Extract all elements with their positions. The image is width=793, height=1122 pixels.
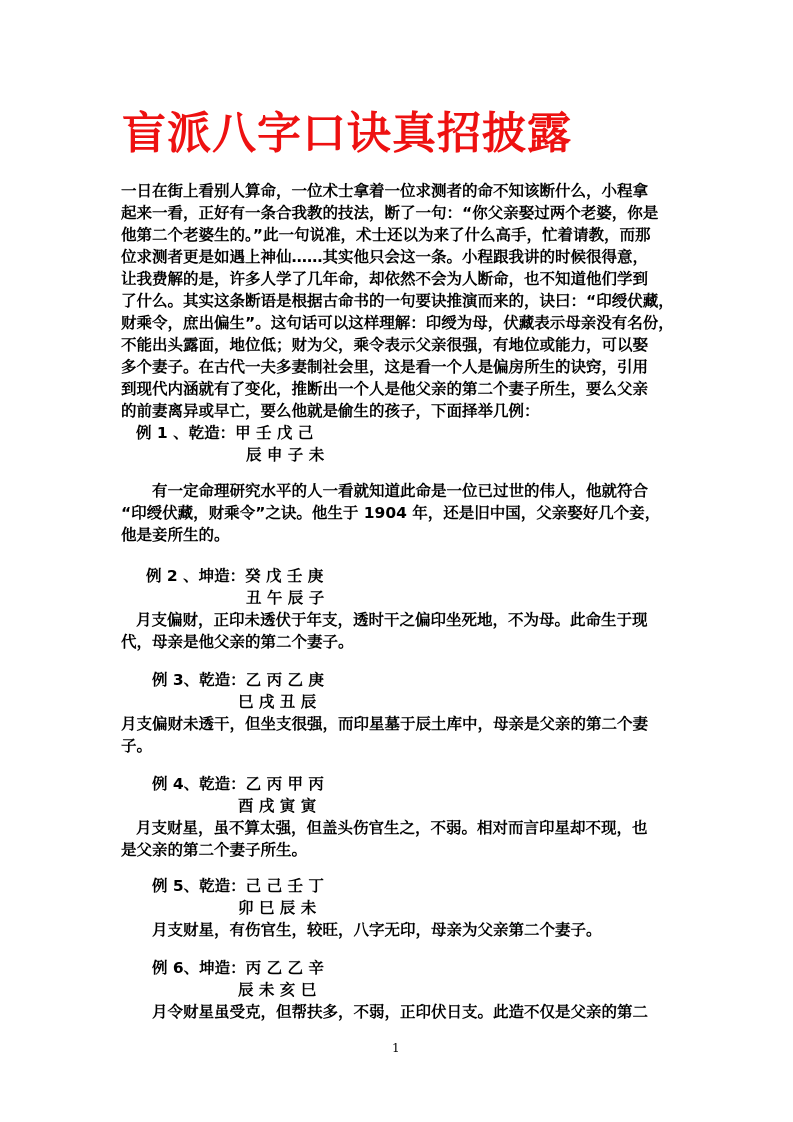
example-heading: 例 5、乾造：己 己 壬 丁: [152, 877, 324, 895]
body-line: 财乘令，庶出偏生”。这句话可以这样理解：印绶为母，伏藏表示母亲没有名份，: [121, 314, 674, 332]
example-heading: 例 1 、乾造：甲 壬 戊 己: [136, 424, 314, 442]
body-line: 月支财星，虽不算太强，但盖头伤官生之，不弱。相对而言印星却不现，也: [136, 819, 648, 837]
example-branches: 辰 申 子 未: [246, 446, 325, 464]
body-line: 的前妻离异或早亡，要么他就是偷生的孩子，下面择举几例：: [121, 402, 540, 420]
body-line: 月支财星，有伤官生，较旺，八字无印，母亲为父亲第二个妻子。: [152, 921, 602, 939]
example-heading: 例 6、坤造：丙 乙 乙 辛: [152, 959, 324, 977]
body-line: 不能出头露面，地位低；财为父，乘令表示父亲很强，有地位或能力，可以娶: [121, 336, 649, 354]
body-line: 月支偏财，正印未透伏于年支，透时干之偏印坐死地，不为母。此命生于现: [136, 611, 648, 629]
document-title: 盲派八字口诀真招披露: [122, 108, 572, 159]
body-line: 一日在街上看别人算命，一位术士拿着一位求测者的命不知该断什么，小程拿: [121, 182, 649, 200]
body-line: “印绶伏藏，财乘令”之诀。他生于 1904 年，还是旧中国，父亲娶好几个妾，: [121, 504, 661, 522]
body-line: 他是妾所生的。: [121, 526, 230, 544]
body-line: 位求测者更是如遇上神仙……其实他只会这一条。小程跟我讲的时候很得意，: [121, 248, 649, 266]
body-line: 月令财星虽受克，但帮扶多，不弱，正印伏日支。此造不仅是父亲的第二: [152, 1003, 649, 1021]
example-branches: 辰 未 亥 巳: [238, 981, 317, 999]
body-line: 代，母亲是他父亲的第二个妻子。: [121, 633, 354, 651]
example-branches: 巳 戌 丑 辰: [238, 693, 317, 711]
body-line: 月支偏财未透干，但坐支很强，而印星墓于辰土库中，母亲是父亲的第二个妻: [121, 715, 649, 733]
body-line: 他第二个老婆生的。”此一句说准，术士还以为来了什么高手，忙着请教，而那: [121, 226, 651, 244]
example-branches: 酉 戌 寅 寅: [238, 797, 317, 815]
example-branches: 卯 巳 辰 未: [238, 899, 317, 917]
example-heading: 例 2 、坤造：癸 戊 壬 庚: [146, 567, 324, 585]
body-line: 让我费解的是，许多人学了几年命，却依然不会为人断命，也不知道他们学到: [121, 270, 649, 288]
body-line: 起来一看，正好有一条合我教的技法，断了一句：“你父亲娶过两个老婆，你是: [121, 204, 659, 222]
body-line: 到现代内涵就有了变化，推断出一个人是他父亲的第二个妻子所生，要么父亲: [121, 380, 649, 398]
example-heading: 例 4、乾造：乙 丙 甲 丙: [152, 775, 324, 793]
body-line: 子。: [121, 737, 153, 755]
body-line: 多个妻子。在古代一夫多妻制社会里，这是看一个人是偏房所生的诀窍，引用: [121, 358, 649, 376]
example-heading: 例 3、乾造：乙 丙 乙 庚: [152, 671, 324, 689]
body-line: 有一定命理研究水平的人一看就知道此命是一位已过世的伟人，他就符合: [152, 482, 649, 500]
body-line: 是父亲的第二个妻子所生。: [121, 841, 308, 859]
page-number: 1: [392, 1041, 400, 1055]
body-line: 了什么。其实这条断语是根据古命书的一句要诀推演而来的，诀曰：“印绶伏藏，: [121, 292, 674, 310]
example-branches: 丑 午 辰 子: [246, 589, 325, 607]
